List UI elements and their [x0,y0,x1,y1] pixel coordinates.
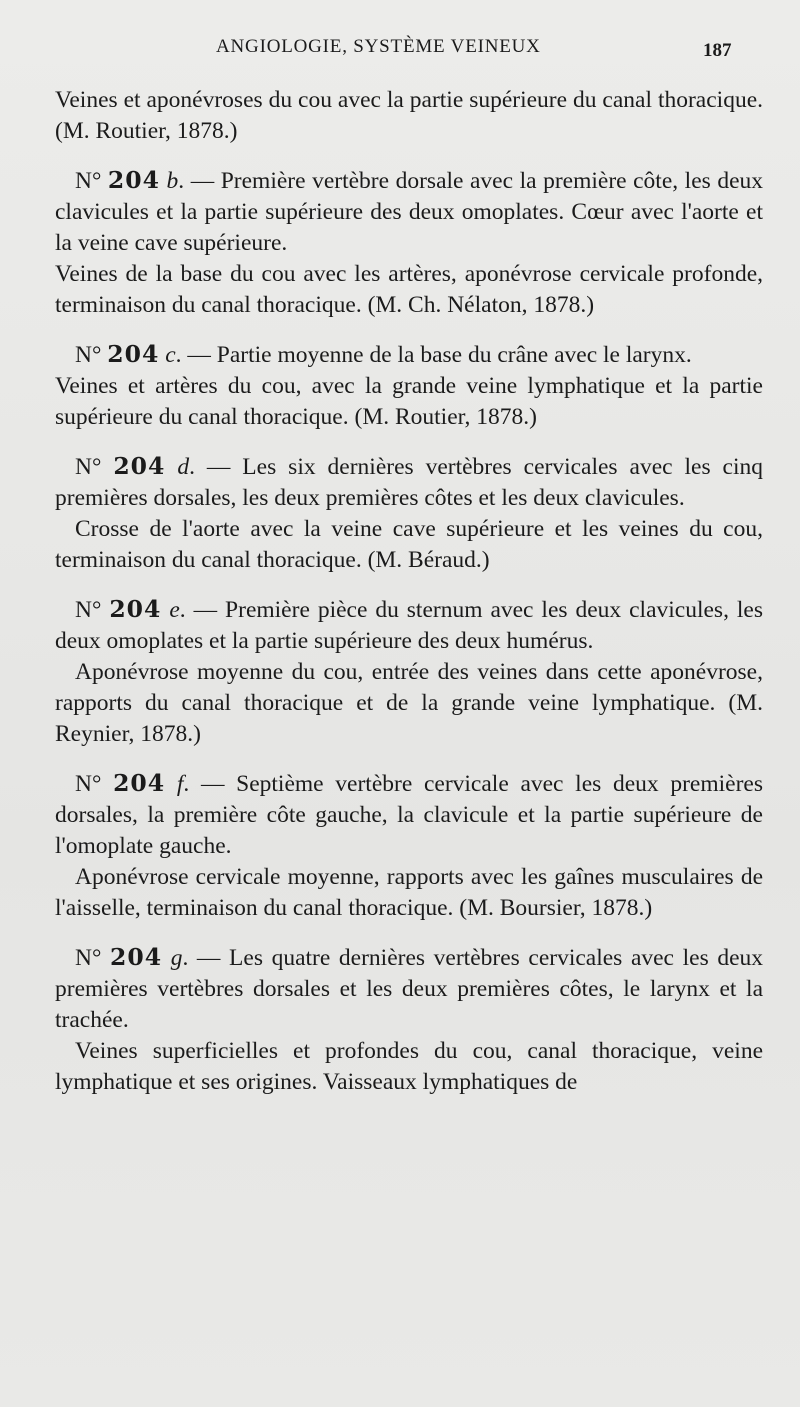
page-body [55,85,763,1098]
entry-number: 204 [109,595,162,623]
entry-suffix: f [176,771,184,797]
entry-prefix: N° [75,945,110,971]
entry-detail-paragraph: Crosse de l'aorte avec la veine cave supérieure et les veines du cou, terminaison du canal thoracique. (M. Béraud.) [55,516,763,573]
entry-suffix: b [166,168,179,194]
entry-heading-paragraph [55,339,763,371]
entry-prefix: N° [75,168,108,194]
entry-detail-paragraph: Veines superficielles et profondes du cou, canal thoracique, veine lymphatique et ses origines. Vaisseaux lymphatiques de [55,1038,763,1095]
entry-description: . — Les quatre dernières vertèbres cervicales avec les deux premières vertèbres dorsales et les deux premières côtes, le larynx et la trachée. [55,945,764,1033]
intro-entry [55,85,763,147]
entry-number: 204 [113,452,166,480]
entry-detail-paragraph: Veines et artères du cou, avec la grande veine lymphatique et la partie supérieure du canal thoracique. (M. Routier, 1878.) [55,373,763,430]
entry-prefix: N° [75,597,110,623]
entry-description: . — Septième vertèbre cervicale avec les deux premières dorsales, la première côte gauche, la clavicule et la partie supérieure de l'omoplate gauche. [55,771,764,859]
catalog-entry-204g [55,942,763,1098]
entry-suffix: d [177,454,190,480]
intro-paragraph: Veines et aponévroses du cou avec la partie supérieure du canal thoracique. (M. Routier, 1878.) [55,87,763,144]
page-number: 187 [703,40,732,61]
entry-number: 204 [107,166,160,194]
entry-number: 204 [113,769,166,797]
entry-prefix: N° [75,771,114,797]
running-title: ANGIOLOGIE, SYSTÈME VEINEUX [216,36,541,57]
entry-description: . — Première pièce du sternum avec les deux clavicules, les deux omoplates et la partie supérieure des deux humérus. [55,597,763,654]
entry-prefix: N° [75,342,108,368]
entry-description: . — Les six dernières vertèbres cervicales avec les cinq premières dorsales, les deux premières côtes et les deux clavicules. [55,454,763,511]
entry-prefix: N° [75,454,114,480]
catalog-entry-204c [55,339,763,433]
entry-suffix: g [170,945,183,971]
catalog-entry-204e [55,594,763,750]
page-header [0,36,800,66]
entry-description: . — Partie moyenne de la base du crâne avec le larynx. [175,342,692,368]
entry-description: . — Première vertèbre dorsale avec la première côte, les deux clavicules et la partie supérieure des deux omoplates. Cœur avec l'aorte et la veine cave supérieure. [55,168,764,256]
entry-suffix: e [169,597,180,623]
entry-heading-paragraph [55,165,763,259]
entry-detail-paragraph: Aponévrose cervicale moyenne, rapports avec les gaînes musculaires de l'aisselle, terminaison du canal thoracique. (M. Boursier, 1878.) [55,864,763,921]
catalog-entry-204d [55,451,763,576]
entry-heading-paragraph [55,594,763,657]
entry-number: 204 [107,340,160,368]
entry-detail-paragraph: Veines de la base du cou avec les artères, aponévrose cervicale profonde, terminaison du canal thoracique. (M. Ch. Nélaton, 1878.) [55,261,763,318]
catalog-entry-204f [55,768,763,924]
entry-heading-paragraph [55,942,763,1036]
entry-suffix: c [165,342,176,368]
entry-heading-paragraph [55,768,763,862]
entry-detail-paragraph: Aponévrose moyenne du cou, entrée des veines dans cette aponévrose, rapports du canal thoracique et de la grande veine lymphatique. (M. Reynier, 1878.) [55,659,763,747]
entry-heading-paragraph [55,451,763,514]
catalog-entry-204b [55,165,763,321]
entry-number: 204 [110,943,163,971]
